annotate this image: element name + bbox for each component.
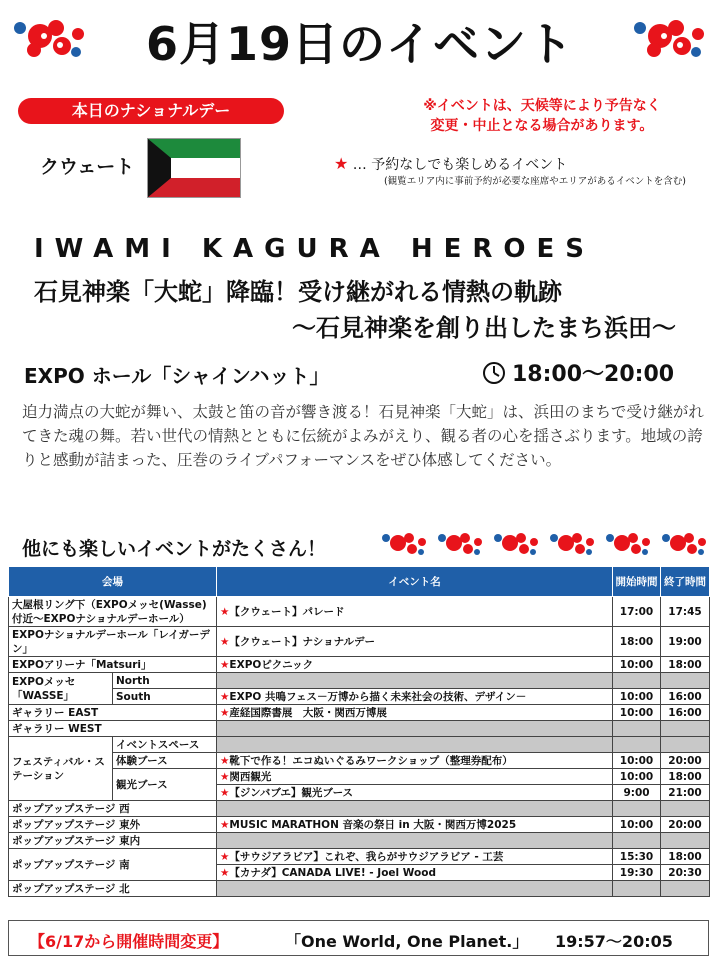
legend-subtext: (観覧エリア内に事前予約が必要な座席やエリアがあるイベントを含む) (384, 176, 686, 187)
column-header-start: 開始時間 (613, 567, 661, 597)
event-cell (217, 769, 613, 785)
end-time-cell: 20:00 (661, 817, 710, 833)
event-cell-empty (217, 881, 613, 897)
logo-strip (380, 530, 710, 558)
venue-cell: ポップアップステージ 北 (9, 881, 217, 897)
notice-line: ※イベントは、天候等により予告なく (423, 98, 661, 114)
end-time-cell: 19:00 (661, 627, 710, 657)
page-title: 6月19日のイベント (145, 17, 575, 71)
event-cell-empty (217, 673, 613, 689)
start-time-cell: 10:00 (613, 705, 661, 721)
end-time-cell (661, 721, 710, 737)
table-row (9, 817, 710, 833)
table-row (9, 833, 710, 849)
star-icon: ★ (220, 818, 230, 831)
events-table (8, 566, 710, 897)
feature-description: 迫力満点の大蛇が舞い、太鼓と笛の音が響き渡る！石見神楽「大蛇」は、浜田のまちで受け継がれてきた魂の舞。若い世代の情熱とともに伝統がよみがえり、観る者の心を揺さぶります。地域の誇りと感動が詰まった、圧巻のライブパフォーマンスをぜひ体感してください。 (22, 403, 704, 469)
event-name: EXPO 共鳴フェス－万博から描く未来社会の技術、デザイン－ (229, 690, 527, 703)
event-name: MUSIC MARATHON 音楽の祭日 in 大阪・関西万博2025 (229, 818, 517, 831)
column-header-end: 終了時間 (661, 567, 710, 597)
star-icon: ★ (220, 690, 230, 703)
schedule-change-banner (8, 920, 709, 956)
end-time-cell: 20:30 (661, 865, 710, 881)
event-name: EXPOピクニック (229, 658, 314, 671)
table-row (9, 689, 710, 705)
expo-logo-icon (660, 530, 708, 556)
venue-cell: 大屋根リング下（EXPOメッセ(Wasse)付近～EXPOナショナルデーホール） (9, 597, 217, 627)
start-time-cell: 10:00 (613, 689, 661, 705)
start-time-cell: 10:00 (613, 817, 661, 833)
table-row (9, 627, 710, 657)
start-time-cell (613, 833, 661, 849)
event-name: 靴下で作る！エコぬいぐるみワークショップ（整理券配布） (229, 754, 513, 767)
start-time-cell: 10:00 (613, 769, 661, 785)
expo-logo-icon (380, 530, 428, 556)
table-row (9, 597, 710, 627)
end-time-cell (661, 737, 710, 753)
event-cell (217, 705, 613, 721)
event-name: 【ジンバブエ】観光ブース (229, 786, 354, 799)
venue-cell: ポップアップステージ 西 (9, 801, 217, 817)
venue-cell: EXPOアリーナ「Matsuri」 (9, 657, 217, 673)
event-name: 【クウェート】パレード (229, 605, 345, 618)
end-time-cell: 16:00 (661, 689, 710, 705)
end-time-cell: 18:00 (661, 849, 710, 865)
expo-logo-icon (436, 530, 484, 556)
table-row (9, 849, 710, 865)
table-row (9, 769, 710, 785)
venue-cell: ギャラリー WEST (9, 721, 217, 737)
venue-cell: EXPOナショナルデーホール「レイガーデン」 (9, 627, 217, 657)
event-cell (217, 657, 613, 673)
star-icon: ★ (220, 605, 230, 618)
start-time-cell (613, 673, 661, 689)
end-time-cell (661, 881, 710, 897)
schedule-change-label: 【6/17から開催時間変更】 (29, 932, 229, 951)
star-icon: ★ (220, 850, 230, 863)
event-name: 関西観光 (229, 770, 272, 783)
end-time-cell: 20:00 (661, 753, 710, 769)
sub-venue-cell: South (113, 689, 217, 705)
star-icon: ★ (220, 635, 230, 648)
event-cell-empty (217, 833, 613, 849)
national-day-badge: 本日のナショナルデー (18, 98, 284, 124)
sub-venue-cell: 観光ブース (113, 769, 217, 801)
event-name: 【クウェート】ナショナルデー (229, 635, 376, 648)
kuwait-flag-icon (147, 138, 241, 198)
event-name: 【サウジアラビア】これぞ、我らがサウジアラビア - 工芸 (229, 850, 504, 863)
star-icon: ★ (220, 754, 230, 767)
star-icon: ★ (220, 770, 230, 783)
event-cell (217, 627, 613, 657)
start-time-cell: 17:00 (613, 597, 661, 627)
clock-icon (482, 361, 506, 385)
venue-cell: フェスティバル・ステーション (9, 737, 113, 801)
start-time-cell: 9:00 (613, 785, 661, 801)
sub-venue-cell: North (113, 673, 217, 689)
star-icon: ★ (220, 786, 230, 799)
table-row (9, 721, 710, 737)
feature-time: 18:00～20:00 (512, 362, 675, 387)
start-time-cell: 18:00 (613, 627, 661, 657)
feature-title: IWAMI KAGURA HEROES (34, 234, 595, 264)
start-time-cell (613, 721, 661, 737)
column-header-venue: 会場 (9, 567, 217, 597)
event-cell (217, 849, 613, 865)
more-events-heading: 他にも楽しいイベントがたくさん！ (22, 538, 327, 560)
star-icon: ★ (220, 866, 230, 879)
notice (392, 96, 692, 136)
start-time-cell: 10:00 (613, 657, 661, 673)
expo-logo-icon (548, 530, 596, 556)
column-header-event: イベント名 (217, 567, 613, 597)
start-time-cell (613, 881, 661, 897)
table-header-row (9, 567, 710, 597)
start-time-cell (613, 737, 661, 753)
event-cell (217, 753, 613, 769)
start-time-cell: 15:30 (613, 849, 661, 865)
sub-venue-cell: イベントスペース (113, 737, 217, 753)
event-cell (217, 817, 613, 833)
venue-cell: ポップアップステージ 東外 (9, 817, 217, 833)
venue-cell: ポップアップステージ 南 (9, 849, 217, 881)
start-time-cell (613, 801, 661, 817)
event-name: 【カナダ】CANADA LIVE! - Joel Wood (229, 866, 436, 879)
legend (334, 154, 567, 174)
start-time-cell: 10:00 (613, 753, 661, 769)
event-cell (217, 785, 613, 801)
table-row (9, 737, 710, 753)
show-title: 「One World, One Planet.」 (285, 932, 529, 951)
event-cell-empty (217, 801, 613, 817)
end-time-cell (661, 801, 710, 817)
sub-venue-cell: 体験ブース (113, 753, 217, 769)
event-name: 産経国際書展 大阪・関西万博展 (229, 706, 387, 719)
notice-line: 変更・中止となる場合があります。 (430, 118, 654, 134)
table-row (9, 801, 710, 817)
table-row (9, 657, 710, 673)
event-cell-empty (217, 721, 613, 737)
end-time-cell (661, 833, 710, 849)
table-row (9, 705, 710, 721)
star-icon: ★ (220, 658, 230, 671)
end-time-cell (661, 673, 710, 689)
table-row (9, 753, 710, 769)
star-icon: ★ (220, 706, 230, 719)
feature-venue: EXPO ホール「シャインハット」 (24, 364, 330, 388)
feature-subtitle: ～石見神楽を創り出したまち浜田～ (292, 314, 676, 342)
table-row (9, 881, 710, 897)
end-time-cell: 18:00 (661, 657, 710, 673)
table-row (9, 673, 710, 689)
show-time: 19:57～20:05 (555, 932, 673, 951)
event-cell (217, 597, 613, 627)
venue-cell: ポップアップステージ 東内 (9, 833, 217, 849)
end-time-cell: 17:45 (661, 597, 710, 627)
venue-cell: ギャラリー EAST (9, 705, 217, 721)
event-cell-empty (217, 737, 613, 753)
legend-text: … 予約なしでも楽しめるイベント (352, 157, 568, 173)
expo-logo-icon (604, 530, 652, 556)
end-time-cell: 18:00 (661, 769, 710, 785)
venue-cell: EXPOメッセ「WASSE」 (9, 673, 113, 705)
star-icon: ★ (334, 154, 349, 173)
end-time-cell: 21:00 (661, 785, 710, 801)
country-name: クウェート (40, 156, 135, 178)
event-cell (217, 689, 613, 705)
end-time-cell: 16:00 (661, 705, 710, 721)
expo-logo-icon (492, 530, 540, 556)
feature-subtitle: 石見神楽「大蛇」降臨！受け継がれる情熱の軌跡 (34, 278, 562, 306)
event-cell (217, 865, 613, 881)
start-time-cell: 19:30 (613, 865, 661, 881)
